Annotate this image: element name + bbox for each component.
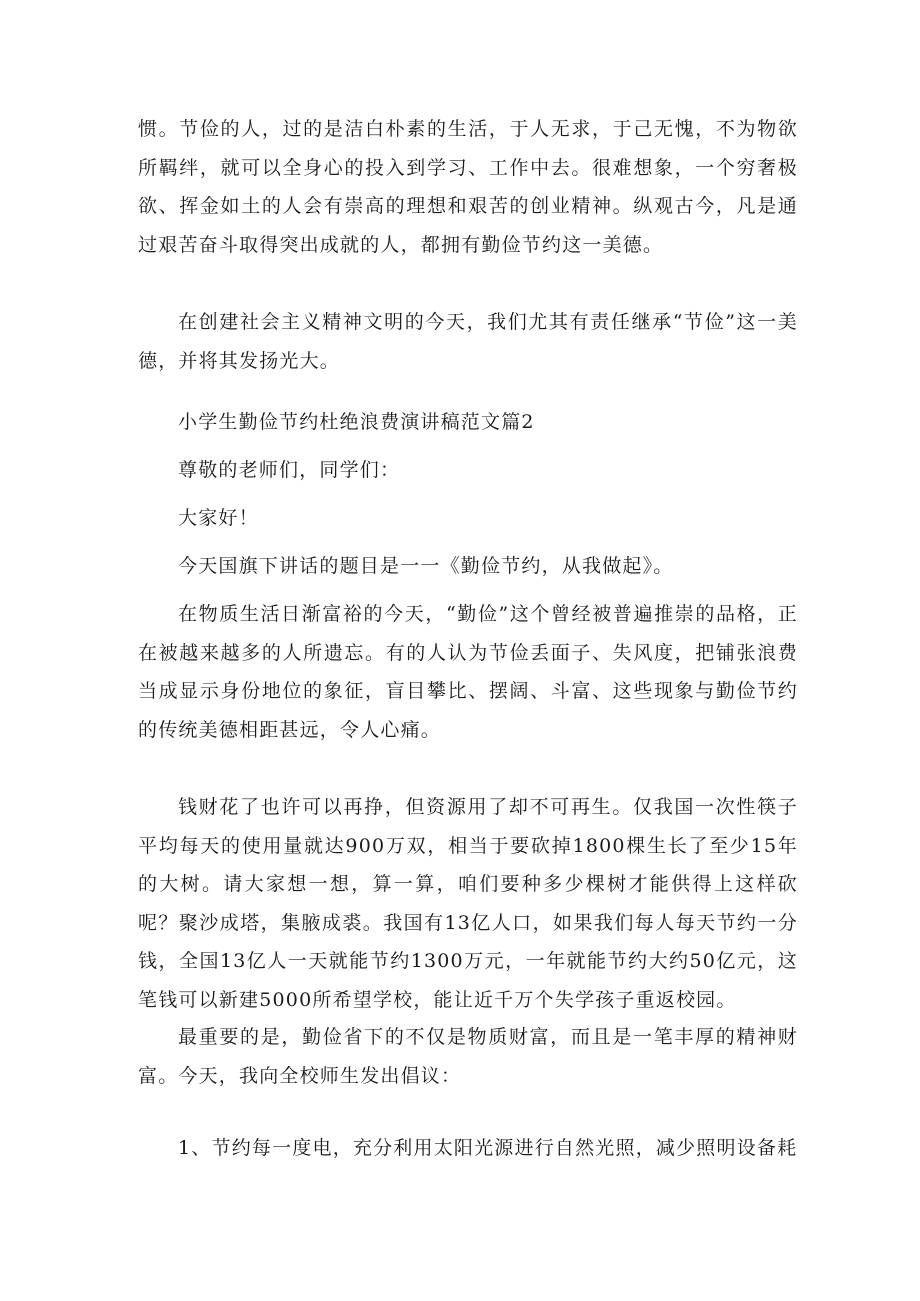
paragraph-spiritual-civilization: 在创建社会主义精神文明的今天，我们尤其有责任继承“节俭”这一美德，并将其发扬光大。: [138, 311, 798, 372]
paragraph-proposal: 最重要的是，勤俭省下的不仅是物质财富，而且是一笔丰厚的精神财富。今天，我向全校师生发出倡议：: [138, 1026, 798, 1087]
speech-title: 小学生勤俭节约杜绝浪费演讲稿范文篇2: [178, 411, 535, 433]
greeting-line: 尊敬的老师们，同学们：: [178, 459, 401, 481]
paragraph-forgotten-virtue: 在物质生活日渐富裕的今天，“勤俭”这个曾经被普遍推崇的品格，正在被越来越多的人所遗忘。有的人认为节俭丢面子、失风度，把铺张浪费当成显示身份地位的象征，盲目攀比、摆阔、斗富、这些现象与勤俭节约的传统美德相距甚远，令人心痛。: [138, 603, 798, 741]
hello-line: 大家好！: [178, 507, 259, 529]
paragraph-frugality-virtue: 惯。节俭的人，过的是洁白朴素的生活，于人无求，于己无愧，不为物欲所羁绊，就可以全身心的投入到学习、工作中去。很难想象，一个穷奢极欲、挥金如土的人会有崇高的理想和艰苦的创业精神。纵观古今，凡是通过艰苦奋斗取得突出成就的人，都拥有勤俭节约这一美德。: [138, 118, 798, 256]
topic-line: 今天国旗下讲话的题目是一一《勤俭节约，从我做起》。: [178, 555, 674, 577]
paragraph-item-1: 1、节约每一度电，充分利用太阳光源进行自然光照，减少照明设备耗: [178, 1137, 798, 1159]
paragraph-resources: 钱财花了也许可以再挣，但资源用了却不可再生。仅我国一次性筷子平均每天的使用量就达900万双，相当于要砍掉1800棵生长了至少15年的大树。请大家想一想，算一算，咱们要种多少棵树才能供得上这样砍呢？聚沙成塔，集腋成裘。我国有13亿人口，如果我们每人每天节约一分钱，全国13亿人一天就能节约1300万元，一年就能节约大约50亿元，这笔钱可以新建5000所希望学校，能让近千万个失学孩子重返校园。: [138, 796, 798, 1011]
